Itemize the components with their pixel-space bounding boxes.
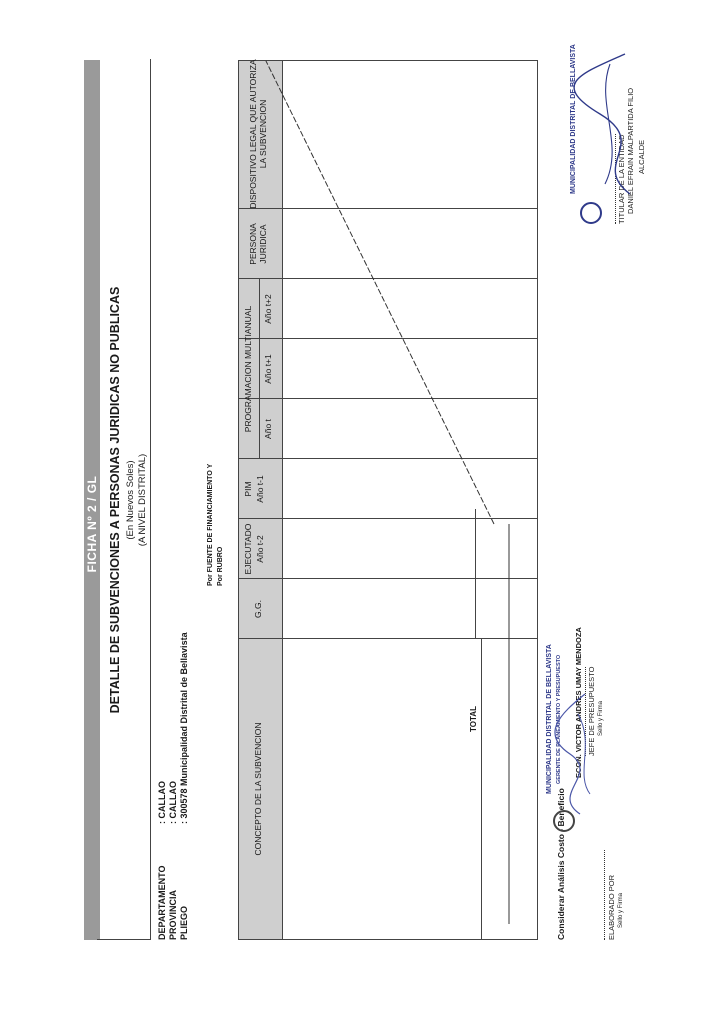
pliego-label: PLIEGO [179,905,189,940]
elaborado-por-label: ELABORADO POR [604,850,616,940]
elaborado-sello: Sello y Firma [618,892,624,928]
total-label: TOTAL [469,706,478,732]
header-dispositivo-legal: DISPOSITIVO LEGAL QUE AUTORIZA LA SUBVENCION [248,59,268,209]
subvenciones-table [238,60,538,940]
titular-stamp-text: MUNICIPALIDAD DISTRITAL DE BELLAVISTA [570,44,577,194]
header-concepto: CONCEPTO DE LA SUBVENCION [253,722,263,856]
header-prog-t1: Año t+1 [263,354,273,384]
header-prog-t2: Año t+2 [263,294,273,324]
titular-signature [570,44,660,204]
titular-cargo-alcalde: ALCALDE [637,139,646,174]
jefe-signature [540,684,610,824]
jefe-cargo: JEFE DE PRESUPUESTO [587,666,596,756]
ficha-label: FICHA Nº 2 / GL [85,475,99,573]
jefe-sello: Sello y Firma [598,700,604,736]
provincia-label: PROVINCIA [168,889,178,940]
muni-stamp-text: MUNICIPALIDAD DISTRITAL DE BELLAVISTA [546,644,553,794]
document-subtitle-currency: (En Nuevos Soles) [125,460,136,540]
header-gg: G.G. [253,600,263,618]
document-title: DETALLE DE SUBVENCIONES A PERSONAS JURIDICAS NO PUBLICAS [108,286,122,714]
provincia-value: : CALLAO [168,781,178,824]
header-ejecutado-year: Año t-2 [255,535,265,563]
header-programacion: PROGRAMACION MULTIANUAL [243,305,253,433]
departamento-label: DEPARTAMENTO [157,865,167,940]
seal-icon [580,202,602,224]
header-prog-t: Año t [263,419,273,439]
departamento-value: : CALLAO [157,781,167,824]
considerar-note: Considerar Análisis Costo - Beneficio [556,788,566,940]
cancel-diagonal-line [239,61,537,939]
document-subtitle-level: (A NIVEL DISTRITAL) [137,453,148,547]
pliego-value: : 300578 Municipalidad Distrital de Bellavista [179,632,189,824]
header-ejecutado: EJECUTADO [243,523,253,575]
gerente-stamp-text: GERENTE DE PLANEAMIENTO Y PRESUPUESTO [556,654,562,784]
header-persona-juridica: PERSONA JURIDICA [248,223,268,265]
rubro-label: Por RUBRO [217,546,224,586]
seal-icon [553,810,575,832]
header-pim-year: Año t-1 [255,475,265,503]
jefe-nombre: ECON. VICTOR ANDRES UMAY MENDOZA [574,627,583,778]
titular-nombre: DANIEL EFRAIN MALPARTIDA FILIO [626,87,635,214]
header-pim: PIM [243,481,253,497]
titular-cargo: TITULAR DE LA ENTIDAD [617,134,626,224]
fuente-label: Por FUENTE DE FINANCIAMIENTO Y [207,463,214,586]
